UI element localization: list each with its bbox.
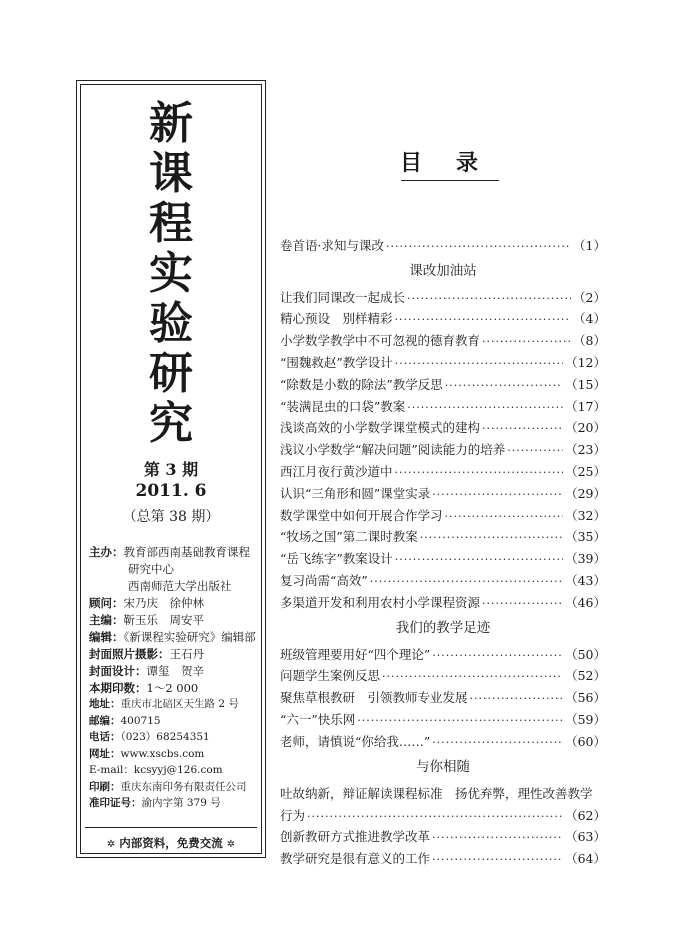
toc-entry[interactable]	[280, 502, 606, 524]
toc-entry-page: （43）	[565, 572, 606, 588]
postcode-value: 400715	[120, 714, 161, 727]
print-count-row	[89, 680, 257, 697]
print-count-value: 1～2 000	[146, 681, 199, 695]
advisor-value: 宋乃庆 徐仲林	[123, 596, 204, 610]
toc-entry[interactable]	[280, 371, 606, 393]
toc-entry-page: （15）	[565, 376, 606, 392]
toc-entry[interactable]	[280, 545, 606, 567]
journal-title-char: 程	[149, 198, 193, 249]
toc-entry-page: （1）	[573, 237, 606, 253]
cover-photo-label: 封面照片摄影：	[89, 647, 170, 661]
address-row	[89, 696, 257, 713]
section-heading: 课改加油站	[409, 262, 477, 279]
sponsor-row	[89, 544, 257, 561]
leader-dots	[357, 714, 563, 728]
journal-title-char: 新	[149, 98, 193, 149]
toc-entry-page: （63）	[565, 829, 606, 845]
email-label: E-mail：	[89, 764, 134, 776]
toc-entry[interactable]	[280, 824, 606, 846]
address-label: 地址：	[89, 698, 121, 710]
toc-entry-title: 多渠道开发和利用农村小学课程资源	[280, 594, 481, 610]
leader-dots	[445, 379, 563, 393]
journal-title-char: 验	[149, 298, 193, 349]
leader-dots	[395, 313, 572, 327]
leader-dots	[432, 831, 563, 845]
toc-entry-page: （25）	[565, 463, 606, 479]
toc-entry-title: 数学课堂中如何开展合作学习	[280, 507, 443, 523]
toc-entry[interactable]	[280, 393, 606, 415]
leader-dots	[470, 692, 564, 706]
print-count-label: 本期印数：	[89, 681, 147, 695]
toc-section-entries	[280, 780, 606, 867]
internal-note-text: 内部资料，免费交流	[119, 836, 223, 850]
toc-entry-title: “围魏救赵”教学设计	[280, 354, 393, 370]
toc-entry-page: （29）	[565, 485, 606, 501]
sponsor-value: 教育部西南基础教育课程	[123, 545, 250, 559]
toc-entry-title: 精心预设 别样精彩	[280, 311, 393, 327]
leader-dots	[482, 597, 563, 611]
toc-entry-wrapped-line1[interactable]: 吐故纳新，辩证解读课程标准 扬优弃弊，理性改善教学	[280, 785, 593, 801]
leader-dots	[407, 292, 571, 306]
journal-info-box	[76, 80, 266, 858]
sponsor-row-cont: 西南师范大学出版社	[128, 579, 232, 593]
toc-entry-page: （59）	[565, 711, 606, 727]
toc-entry-title: 教学研究是很有意义的工作	[280, 851, 431, 867]
journal-title-char: 实	[149, 248, 193, 299]
postcode-label: 邮编：	[89, 714, 121, 727]
address-value: 重庆市北碚区天生路 2 号	[120, 698, 239, 710]
journal-title-char: 究	[149, 398, 193, 449]
toc-entry[interactable]	[280, 802, 606, 824]
toc-entry-title: 认识“三角形和圆”课堂实录	[280, 485, 431, 501]
advisor-row	[89, 595, 257, 612]
toc-entry-page: （39）	[565, 551, 606, 567]
editor-label: 主编：	[89, 613, 124, 627]
toc-entry-title: 西江月夜行黄沙道中	[280, 463, 393, 479]
toc-entry[interactable]	[280, 567, 606, 589]
toc-entry-title: “六一”快乐网	[280, 711, 356, 727]
journal-title-char: 课	[149, 148, 193, 199]
permit-row	[89, 795, 257, 812]
toc-entry[interactable]	[280, 524, 606, 546]
journal-info-inner-frame	[80, 84, 262, 854]
sponsor-label: 主办：	[89, 545, 124, 559]
toc-entry[interactable]	[280, 284, 606, 306]
divider	[85, 827, 257, 828]
leader-dots	[395, 357, 563, 371]
leader-dots	[482, 335, 571, 349]
toc-entry-title: 浅谈高效的小学数学课堂模式的建构	[280, 420, 481, 436]
toc-entry-page: （52）	[565, 668, 606, 684]
leader-dots	[507, 444, 563, 458]
toc-entry-title: 卷首语·求知与课改	[280, 237, 384, 253]
toc-entry-page: （8）	[573, 333, 606, 349]
table-of-contents	[280, 232, 606, 867]
website-value: www.xscbs.com	[120, 747, 205, 760]
printer-row	[89, 779, 257, 796]
internal-material-note	[81, 835, 261, 851]
editing-row	[89, 629, 257, 646]
leader-dots	[386, 240, 571, 254]
toc-entry[interactable]	[280, 327, 606, 349]
advisor-label: 顾问：	[89, 596, 124, 610]
cover-photo-value: 王石丹	[169, 647, 204, 661]
toc-entry-page: （35）	[565, 529, 606, 545]
toc-entry-page: （12）	[565, 354, 606, 370]
cover-photo-row	[89, 646, 257, 663]
toc-entry[interactable]	[280, 349, 606, 371]
printer-value: 重庆东南印务有限责任公司	[120, 780, 247, 793]
star-icon: ✲	[106, 839, 116, 850]
toc-entry-page: （64）	[565, 851, 606, 867]
permit-label: 准印证号：	[89, 797, 142, 809]
website-label: 网址：	[89, 747, 121, 760]
toc-entry[interactable]	[280, 641, 606, 663]
toc-entry-title: “装满昆虫的口袋”教案	[280, 398, 406, 414]
cover-design-label: 封面设计：	[89, 664, 147, 678]
editor-value: 靳玉乐 周安平	[123, 613, 204, 627]
toc-entry-page: （17）	[565, 398, 606, 414]
toc-entry-title: 让我们同课改一起成长	[280, 289, 406, 305]
leader-dots	[432, 853, 563, 867]
toc-entry[interactable]	[280, 663, 606, 685]
toc-entry[interactable]	[280, 684, 606, 706]
phone-label: 电话：	[89, 731, 121, 743]
total-issue-number: （总第 38 期）	[122, 509, 220, 525]
leader-dots	[370, 575, 563, 589]
toc-entry[interactable]	[280, 728, 606, 750]
toc-entry-page: （23）	[565, 442, 606, 458]
leader-dots	[482, 422, 563, 436]
leader-dots	[382, 670, 563, 684]
toc-entry-title: 复习尚需“高效”	[280, 572, 368, 588]
toc-title-underline	[401, 180, 499, 181]
sponsor-row-cont: 研究中心	[128, 562, 174, 576]
toc-entry-page: （4）	[573, 311, 606, 327]
section-heading: 我们的教学足迹	[395, 619, 491, 636]
toc-entry-page: （62）	[565, 807, 606, 823]
editing-label: 编辑：	[89, 630, 124, 644]
leader-dots	[432, 736, 563, 750]
toc-entry-title: “岳飞练字”教案设计	[280, 551, 393, 567]
phone-row	[89, 729, 257, 746]
masthead	[89, 544, 257, 697]
toc-entry[interactable]	[280, 845, 606, 867]
toc-entry-title: 老师，请慎说“你给我……”	[280, 733, 431, 749]
contact-info	[89, 696, 257, 812]
toc-entry-page: （32）	[565, 507, 606, 523]
toc-entry-title: “除数是小数的除法”教学反思	[280, 376, 443, 392]
leader-dots	[445, 510, 564, 524]
journal-title	[81, 99, 261, 449]
phone-value: （023）68254351	[120, 731, 210, 743]
toc-entry-page: （46）	[565, 594, 606, 610]
toc-entry[interactable]	[280, 706, 606, 728]
toc-section-entries	[280, 284, 606, 611]
leader-dots	[432, 488, 563, 502]
toc-entry-page: （60）	[565, 733, 606, 749]
email-row	[89, 762, 257, 779]
toc-entry-title: 创新教研方式推进教学改革	[280, 829, 431, 845]
toc-entry[interactable]	[280, 436, 606, 458]
postcode-row	[89, 713, 257, 730]
toc-entry-page: （2）	[573, 289, 606, 305]
permit-value: 渝内字第 379 号	[141, 797, 221, 809]
editing-value: 《新课程实验研究》编辑部	[123, 630, 256, 644]
toc-entry-title: 行为	[280, 807, 306, 823]
toc-section-entries	[280, 641, 606, 750]
toc-entry-preface[interactable]	[280, 232, 606, 254]
editor-row	[89, 612, 257, 629]
toc-entry-page: （50）	[565, 646, 606, 662]
leader-dots	[432, 649, 563, 663]
issue-number: 第 3 期	[143, 460, 199, 479]
toc-entry[interactable]	[280, 589, 606, 611]
toc-entry[interactable]	[280, 415, 606, 437]
cover-design-value: 谭玺 贺辛	[146, 664, 204, 678]
toc-entry[interactable]	[280, 480, 606, 502]
printer-label: 印刷：	[89, 780, 121, 793]
journal-title-char: 研	[149, 348, 193, 399]
leader-dots	[395, 466, 564, 480]
toc-entry-title: 聚焦草根教研 引领教师专业发展	[280, 690, 468, 706]
toc-entry[interactable]	[280, 458, 606, 480]
email-value: kcsyyj@126.com	[133, 764, 223, 776]
toc-entry[interactable]	[280, 306, 606, 328]
website-row	[89, 746, 257, 763]
toc-entry-title: 浅议小学数学“解决问题”阅读能力的培养	[280, 442, 506, 458]
star-icon: ✲	[226, 839, 236, 850]
toc-entry-page: （56）	[565, 690, 606, 706]
issue-date: 2011. 6	[135, 481, 207, 501]
toc-entry-title: “牧场之国”第二课时教案	[280, 529, 418, 545]
toc-entry-title: 小学数学教学中不可忽视的德育教育	[280, 333, 481, 349]
leader-dots	[395, 553, 563, 567]
leader-dots	[420, 531, 563, 545]
leader-dots	[407, 401, 563, 415]
section-heading: 与你相随	[416, 758, 470, 775]
toc-entry-page: （20）	[565, 420, 606, 436]
toc-entry-title: 班级管理要用好“四个理论”	[280, 646, 431, 662]
toc-entry-title: 问题学生案例反思	[280, 668, 381, 684]
cover-design-row	[89, 663, 257, 680]
toc-title: 目录	[400, 151, 513, 176]
leader-dots	[307, 810, 563, 824]
